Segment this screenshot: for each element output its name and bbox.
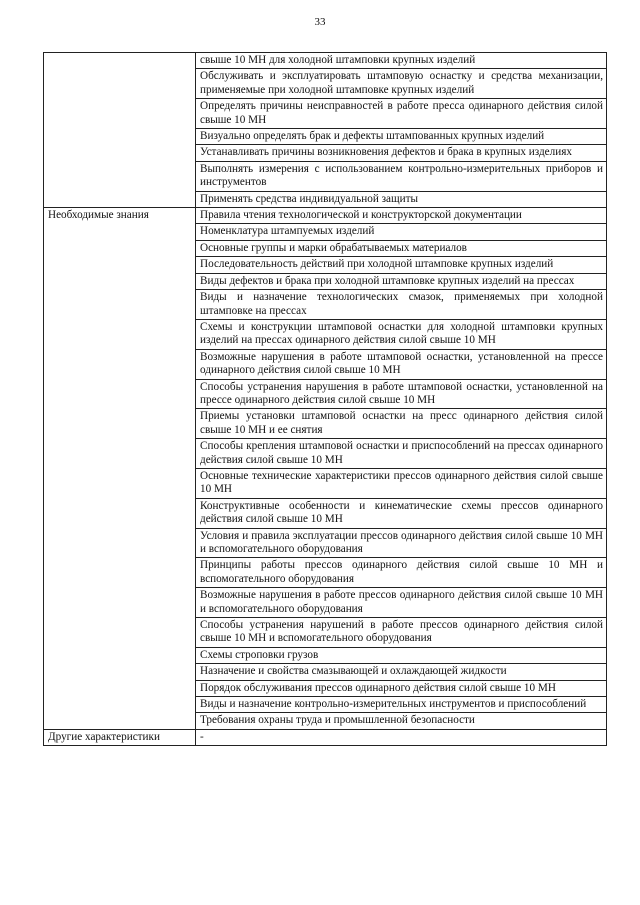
row-content-cell: Способы крепления штамповой оснастки и приспособлений на прессах одинарного действия силой свыше 10 МН <box>196 439 607 469</box>
page-number: 33 <box>314 16 326 28</box>
row-content-cell: Приемы установки штамповой оснастки на пресс одинарного действия силой свыше 10 МН и ее снятия <box>196 409 607 439</box>
row-label-cell <box>44 257 196 273</box>
table-row <box>44 240 607 256</box>
row-content-cell: - <box>196 729 607 745</box>
table-row <box>44 129 607 145</box>
row-label-cell: Необходимые знания <box>44 208 196 224</box>
row-label-cell <box>44 224 196 240</box>
row-label-cell <box>44 53 196 69</box>
row-content-cell: Определять причины неисправностей в работе пресса одинарного действия силой свыше 10 МН <box>196 99 607 129</box>
row-content-cell: Последовательность действий при холодной штамповке крупных изделий <box>196 257 607 273</box>
row-label-cell <box>44 273 196 289</box>
table-row <box>44 697 607 713</box>
row-label-cell <box>44 129 196 145</box>
row-content-cell: Номенклатура штампуемых изделий <box>196 224 607 240</box>
table-row <box>44 588 607 618</box>
row-label-cell <box>44 145 196 161</box>
row-label-cell <box>44 713 196 729</box>
table-row <box>44 208 607 224</box>
row-label-cell <box>44 468 196 498</box>
row-label-cell <box>44 240 196 256</box>
row-label-cell <box>44 618 196 648</box>
row-content-cell: Виды дефектов и брака при холодной штамповке крупных изделий на прессах <box>196 273 607 289</box>
requirements-table <box>43 52 607 746</box>
table-row <box>44 290 607 320</box>
table-row <box>44 273 607 289</box>
row-label-cell <box>44 69 196 99</box>
row-label-cell <box>44 664 196 680</box>
row-label-cell <box>44 379 196 409</box>
row-content-cell: Требования охраны труда и промышленной безопасности <box>196 713 607 729</box>
table-row <box>44 191 607 207</box>
table-row <box>44 69 607 99</box>
row-label-cell <box>44 498 196 528</box>
row-content-cell: Конструктивные особенности и кинематические схемы прессов одинарного действия силой свыше 10 МН <box>196 498 607 528</box>
row-content-cell: Применять средства индивидуальной защиты <box>196 191 607 207</box>
row-content-cell: Схемы и конструкции штамповой оснастки для холодной штамповки крупных изделий на прессах одинарного действия силой свыше 10 МН <box>196 319 607 349</box>
row-content-cell: Обслуживать и эксплуатировать штамповую оснастку и средства механизации, применяемые при холодной штамповке крупных изделий <box>196 69 607 99</box>
table-row <box>44 99 607 129</box>
table-row <box>44 224 607 240</box>
table-body <box>44 53 607 746</box>
row-label-cell <box>44 528 196 558</box>
row-content-cell: Визуально определять брак и дефекты штампованных крупных изделий <box>196 129 607 145</box>
row-content-cell: Возможные нарушения в работе штамповой оснастки, установленной на прессе одинарного действия силой свыше 10 МН <box>196 349 607 379</box>
row-content-cell: Назначение и свойства смазывающей и охлаждающей жидкости <box>196 664 607 680</box>
row-content-cell: Возможные нарушения в работе прессов одинарного действия силой свыше 10 МН и вспомогательного оборудования <box>196 588 607 618</box>
row-content-cell: Выполнять измерения с использованием контрольно-измерительных приборов и инструментов <box>196 161 607 191</box>
table-row <box>44 713 607 729</box>
table-row <box>44 349 607 379</box>
table-row <box>44 53 607 69</box>
row-label-cell <box>44 680 196 696</box>
table-row <box>44 257 607 273</box>
row-content-cell: Устанавливать причины возникновения дефектов и брака в крупных изделиях <box>196 145 607 161</box>
row-content-cell: Условия и правила эксплуатации прессов одинарного действия силой свыше 10 МН и вспомогательного оборудования <box>196 528 607 558</box>
row-label-cell <box>44 319 196 349</box>
row-label-cell <box>44 647 196 663</box>
table-row <box>44 161 607 191</box>
table-row <box>44 680 607 696</box>
table-row <box>44 664 607 680</box>
row-label-cell <box>44 588 196 618</box>
row-label-cell: Другие характеристики <box>44 729 196 745</box>
table-row <box>44 528 607 558</box>
row-label-cell <box>44 439 196 469</box>
table-row <box>44 468 607 498</box>
table-row <box>44 647 607 663</box>
row-content-cell: Способы устранения нарушений в работе прессов одинарного действия силой свыше 10 МН и вспомогательного оборудования <box>196 618 607 648</box>
row-label-cell <box>44 161 196 191</box>
row-content-cell: Основные группы и марки обрабатываемых материалов <box>196 240 607 256</box>
row-content-cell: Схемы строповки грузов <box>196 647 607 663</box>
table-row <box>44 618 607 648</box>
row-content-cell: свыше 10 МН для холодной штамповки крупных изделий <box>196 53 607 69</box>
table-row <box>44 319 607 349</box>
table-row <box>44 409 607 439</box>
table-row <box>44 379 607 409</box>
table-row <box>44 145 607 161</box>
row-label-cell <box>44 558 196 588</box>
table-row <box>44 558 607 588</box>
row-label-cell <box>44 191 196 207</box>
row-label-cell <box>44 349 196 379</box>
row-content-cell: Основные технические характеристики прессов одинарного действия силой свыше 10 МН <box>196 468 607 498</box>
row-content-cell: Виды и назначение контрольно-измерительных инструментов и приспособлений <box>196 697 607 713</box>
row-content-cell: Виды и назначение технологических смазок, применяемых при холодной штамповке на прессах <box>196 290 607 320</box>
table-row <box>44 498 607 528</box>
row-content-cell: Порядок обслуживания прессов одинарного действия силой свыше 10 МН <box>196 680 607 696</box>
row-label-cell <box>44 409 196 439</box>
row-content-cell: Правила чтения технологической и конструкторской документации <box>196 208 607 224</box>
row-label-cell <box>44 290 196 320</box>
row-label-cell <box>44 99 196 129</box>
table-row <box>44 439 607 469</box>
row-content-cell: Принципы работы прессов одинарного действия силой свыше 10 МН и вспомогательного оборудования <box>196 558 607 588</box>
row-content-cell: Способы устранения нарушения в работе штамповой оснастки, установленной на прессе одинарного действия силой свыше 10 МН <box>196 379 607 409</box>
row-label-cell <box>44 697 196 713</box>
table-row <box>44 729 607 745</box>
